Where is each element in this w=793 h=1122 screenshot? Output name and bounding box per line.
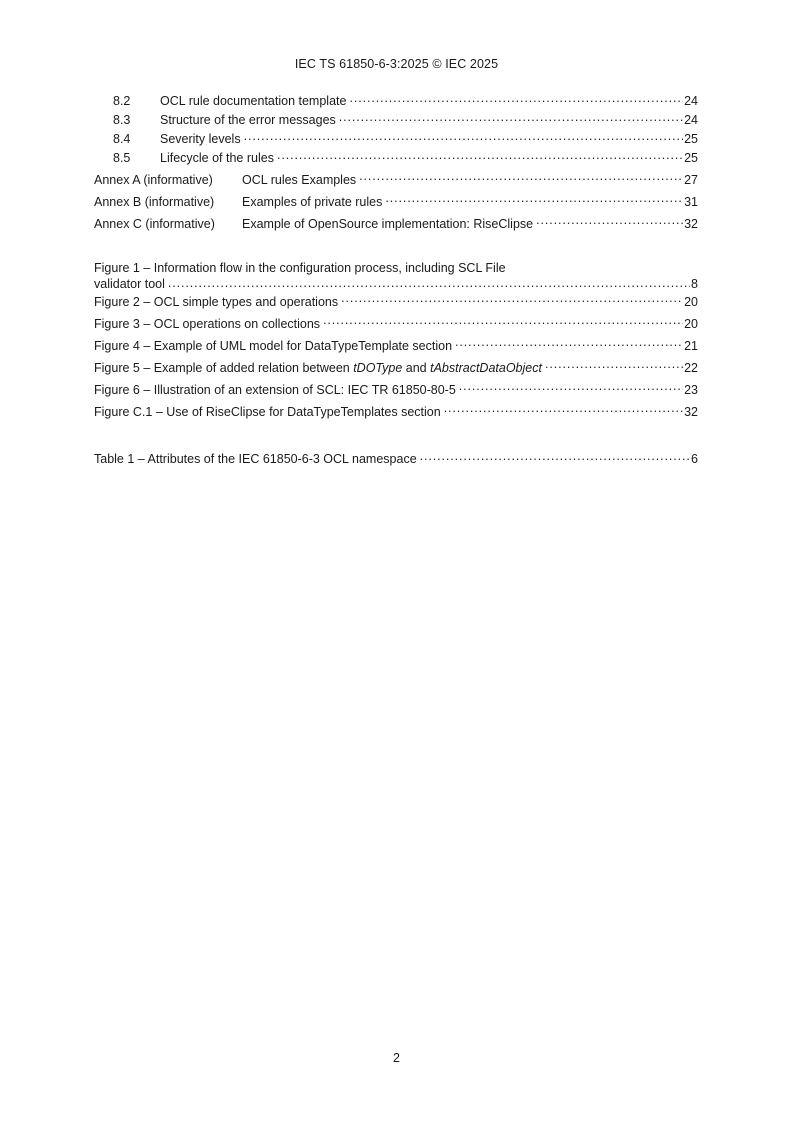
figure-page: 8: [691, 276, 698, 291]
toc-entry-number: 8.3: [113, 113, 131, 127]
dot-leader: [385, 194, 683, 207]
toc-entry-page: 25: [684, 132, 698, 146]
figure-title: [94, 357, 542, 379]
toc-entry[interactable]: [94, 149, 698, 168]
figure-entry[interactable]: [94, 261, 698, 291]
figure-entry[interactable]: [94, 379, 698, 401]
toc-entry[interactable]: [94, 213, 698, 235]
page-number: 2: [393, 1051, 400, 1065]
toc-entry[interactable]: [94, 191, 698, 213]
toc-entry-title: Lifecycle of the rules: [160, 151, 274, 165]
toc-entry[interactable]: [94, 130, 698, 149]
toc-entry[interactable]: [94, 169, 698, 191]
toc-entry-page: 24: [684, 94, 698, 108]
dot-leader: [536, 216, 683, 229]
toc-entry[interactable]: [94, 111, 698, 130]
dot-leader: [444, 404, 683, 417]
figure-title-italic: tDOType: [353, 361, 403, 375]
dot-leader: [455, 338, 683, 351]
table-entry[interactable]: [94, 450, 698, 469]
figure-entry[interactable]: [94, 313, 698, 335]
toc-entry-page: 27: [684, 173, 698, 187]
figure-title: Figure 3 – OCL operations on collections: [94, 317, 321, 331]
toc-entry-page: 24: [684, 113, 698, 127]
table-title: Table 1 – Attributes of the IEC 61850-6-3 OCL namespace: [94, 452, 417, 466]
toc-entry[interactable]: [94, 92, 698, 111]
table-page: 6: [691, 452, 698, 466]
toc-entry-number: 8.5: [113, 151, 131, 165]
list-of-figures: [94, 261, 698, 423]
toc-entry-page: 31: [684, 195, 698, 209]
figure-title: Figure 2 – OCL simple types and operations: [94, 295, 339, 309]
figure-title-text: and: [402, 361, 431, 375]
toc-sections: [94, 92, 698, 168]
toc-entry-page: 32: [684, 217, 698, 231]
toc-entry-title: Example of OpenSource implementation: RiseClipse: [242, 217, 534, 231]
figure-title-italic: tAbstractDataObject: [430, 361, 542, 375]
toc-entry-title: Severity levels: [160, 132, 241, 146]
toc-entry-number: 8.2: [113, 94, 131, 108]
toc-entry-number: Annex C (informative): [94, 217, 215, 231]
figure-title: Figure 4 – Example of UML model for DataTypeTemplate section: [94, 339, 453, 353]
dot-leader: [420, 451, 690, 464]
figure-title: Figure 6 – Illustration of an extension of SCL: IEC TR 61850-80-5: [94, 383, 456, 397]
dot-leader: [339, 112, 683, 125]
figure-page: 23: [684, 383, 698, 397]
figure-page: 32: [684, 405, 698, 419]
toc-entry-number: Annex B (informative): [94, 195, 215, 209]
figure-page: 21: [684, 339, 698, 353]
toc-entry-number: Annex A (informative): [94, 173, 213, 187]
dot-leader: [277, 150, 683, 163]
figure-page: 20: [684, 317, 698, 331]
toc-entry-page: 25: [684, 151, 698, 165]
toc-annexes: [94, 169, 698, 235]
figure-entry[interactable]: [94, 357, 698, 379]
page-header: IEC TS 61850-6-3:2025 © IEC 2025: [294, 57, 499, 71]
toc-entry-title: OCL rule documentation template: [160, 94, 347, 108]
figure-title: Figure C.1 – Use of RiseClipse for DataTypeTemplates section: [94, 405, 441, 419]
figure-entry[interactable]: [94, 401, 698, 423]
figure-title-line: validator tool: [94, 276, 165, 291]
figure-title-line: Figure 1 – Information flow in the configuration process, including SCL File: [94, 261, 506, 275]
dot-leader: [341, 294, 683, 307]
toc-entry-title: Structure of the error messages: [160, 113, 336, 127]
figure-title-text: Figure 5 – Example of added relation between: [94, 361, 354, 375]
dot-leader: [244, 131, 684, 144]
figure-entry[interactable]: [94, 291, 698, 313]
dot-leader: [323, 316, 683, 329]
dot-leader: [459, 382, 683, 395]
figure-page: 22: [684, 361, 698, 375]
list-of-tables: [94, 450, 698, 469]
figure-page: 20: [684, 295, 698, 309]
dot-leader: [359, 172, 683, 185]
toc-entry-title: OCL rules Examples: [242, 173, 357, 187]
dot-leader: [168, 275, 690, 288]
dot-leader: [545, 360, 683, 373]
dot-leader: [349, 93, 683, 106]
toc-entry-title: Examples of private rules: [242, 195, 383, 209]
figure-entry[interactable]: [94, 335, 698, 357]
toc-entry-number: 8.4: [113, 132, 131, 146]
